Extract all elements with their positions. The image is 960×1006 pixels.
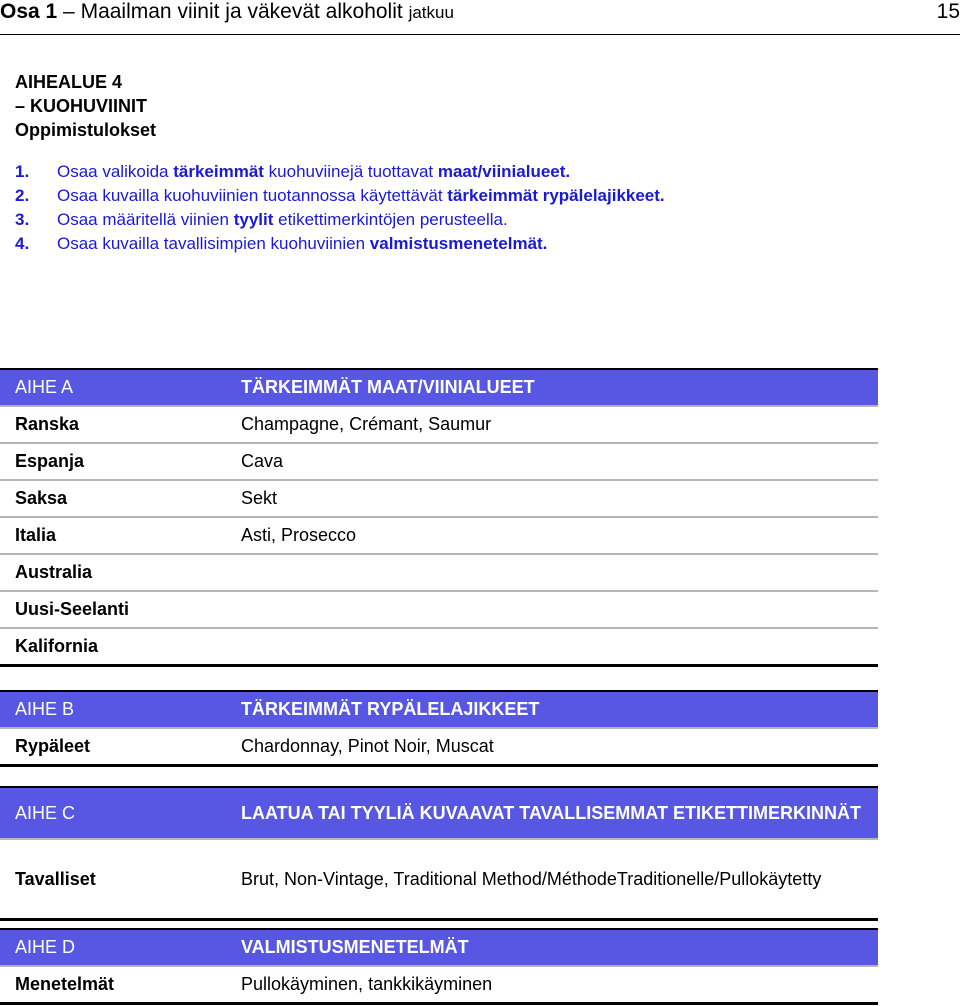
row-label: Kalifornia	[0, 628, 231, 666]
header-part: Osa 1	[0, 0, 58, 23]
topic-table-a	[0, 368, 878, 667]
topic-title: TÄRKEIMMÄT RYPÄLELAJIKKEET	[231, 691, 878, 728]
table-row	[0, 517, 878, 554]
table-row	[0, 406, 878, 443]
outcome-text: kuohuviinejä tuottavat	[263, 162, 438, 181]
topic-table-c	[0, 786, 878, 921]
row-label: Italia	[0, 517, 231, 554]
row-label: Saksa	[0, 480, 231, 517]
row-label: Rypäleet	[0, 728, 231, 766]
outcome-emphasis: tyylit	[233, 210, 274, 229]
table-row	[0, 628, 878, 666]
table-header-row	[0, 787, 878, 839]
topic-title: VALMISTUSMENETELMÄT	[231, 929, 878, 966]
table-row	[0, 480, 878, 517]
row-label: Ranska	[0, 406, 231, 443]
area-line-1: AIHEALUE 4	[15, 72, 123, 92]
table-header-row	[0, 929, 878, 966]
page-number: 15	[936, 0, 960, 23]
row-label: Uusi-Seelanti	[0, 591, 231, 628]
outcome-text: etikettimerkintöjen perusteella.	[273, 210, 508, 229]
row-value: Pullokäyminen, tankkikäyminen	[231, 966, 878, 1004]
topic-title: LAATUA TAI TYYLIÄ KUVAAVAT TAVALLISEMMAT ETIKETTIMERKINNÄT	[231, 787, 878, 839]
page-header	[0, 0, 960, 34]
outcome-text: Osaa kuvailla tavallisimpien kuohuviinien	[57, 234, 370, 253]
topic-label: AIHE D	[0, 929, 231, 966]
table-row	[0, 443, 878, 480]
outcome-emphasis: valmistusmenetelmät.	[369, 234, 548, 253]
outcome-item	[15, 232, 665, 256]
header-dash: –	[57, 0, 81, 23]
table-row	[0, 839, 878, 920]
table-row	[0, 966, 878, 1004]
outcome-text: Osaa kuvailla kuohuviinien tuotannossa käytettävät	[57, 186, 448, 205]
outcome-number: 2.	[15, 186, 30, 205]
area-line-3: Oppimistulokset	[15, 120, 157, 140]
row-label: Tavalliset	[0, 839, 231, 920]
topic-table-b	[0, 690, 878, 767]
table-row	[0, 554, 878, 591]
table-header-row	[0, 369, 878, 406]
section-heading	[15, 70, 156, 142]
table-row	[0, 591, 878, 628]
header-title-text: Maailman viinit ja väkevät alkoholit	[80, 0, 403, 23]
row-value: Chardonnay, Pinot Noir, Muscat	[231, 728, 878, 766]
row-value	[231, 628, 878, 666]
table-row	[0, 728, 878, 766]
outcome-number: 1.	[15, 162, 30, 181]
topic-title: TÄRKEIMMÄT MAAT/VIINIALUEET	[231, 369, 878, 406]
outcome-text: Osaa määritellä viinien	[57, 210, 234, 229]
table-header-row	[0, 691, 878, 728]
learning-outcomes-list	[15, 160, 665, 256]
outcome-emphasis: tärkeimmät rypälelajikkeet.	[447, 186, 665, 205]
topic-label: AIHE A	[0, 369, 231, 406]
row-value: Cava	[231, 443, 878, 480]
row-label: Espanja	[0, 443, 231, 480]
row-label: Australia	[0, 554, 231, 591]
row-value: Asti, Prosecco	[231, 517, 878, 554]
row-value: Sekt	[231, 480, 878, 517]
topic-label: AIHE B	[0, 691, 231, 728]
row-value	[231, 591, 878, 628]
outcome-number: 3.	[15, 210, 30, 229]
header-continued: jatkuu	[408, 3, 454, 22]
outcome-emphasis: maat/viinialueet.	[437, 162, 571, 181]
outcome-number: 4.	[15, 234, 30, 253]
outcome-item	[15, 160, 665, 184]
header-rule	[0, 34, 960, 35]
area-line-2: – KUOHUVIINIT	[15, 96, 148, 116]
header-title	[0, 0, 454, 24]
row-value: Champagne, Crémant, Saumur	[231, 406, 878, 443]
topic-table-d	[0, 928, 878, 1005]
row-label: Menetelmät	[0, 966, 231, 1004]
row-value: Brut, Non-Vintage, Traditional Method/MéthodeTraditionelle/Pullokäytetty	[231, 839, 878, 920]
topic-label: AIHE C	[0, 787, 231, 839]
outcome-item	[15, 184, 665, 208]
outcome-item	[15, 208, 665, 232]
outcome-emphasis: tärkeimmät	[173, 162, 264, 181]
outcome-text: Osaa valikoida	[57, 162, 174, 181]
row-value	[231, 554, 878, 591]
